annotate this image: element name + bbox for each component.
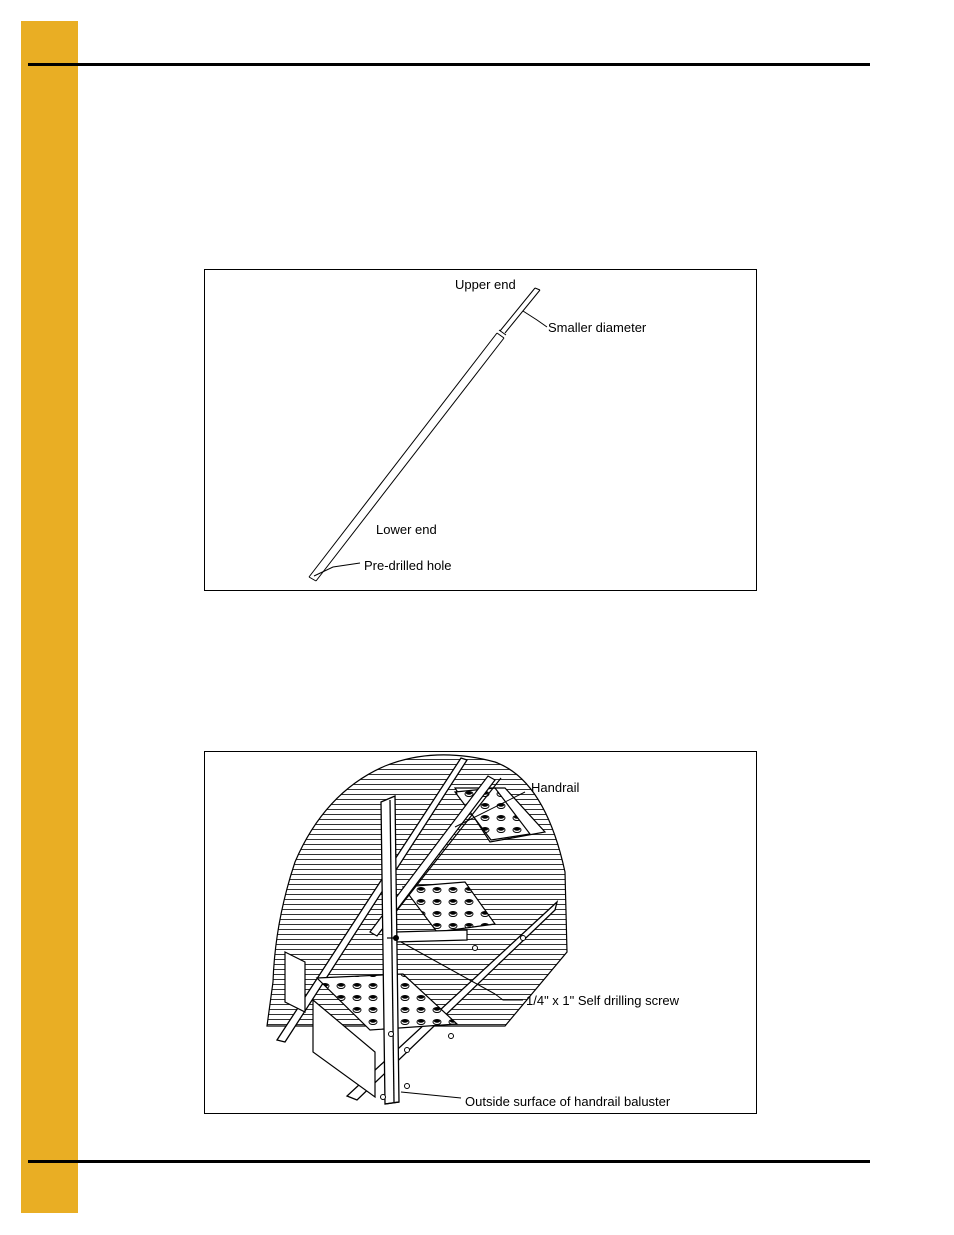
- footer-rule: [28, 1160, 870, 1163]
- side-color-bar: [21, 21, 78, 1213]
- label-upper-end: Upper end: [455, 277, 516, 292]
- label-pre-drilled-hole: Pre-drilled hole: [364, 558, 452, 573]
- label-self-drilling-screw: 1/4" x 1" Self drilling screw: [526, 993, 680, 1008]
- figure-stair-assembly: [204, 751, 757, 1114]
- header-rule: [28, 63, 870, 66]
- label-smaller-diameter: Smaller diameter: [548, 320, 647, 335]
- figure-handrail-pipe: [204, 269, 757, 591]
- label-baluster-surface: Outside surface of handrail baluster: [465, 1094, 671, 1109]
- label-lower-end: Lower end: [376, 522, 437, 537]
- label-handrail: Handrail: [531, 780, 580, 795]
- stair-assembly-drawing: [205, 752, 756, 1113]
- handrail-pipe-drawing: [205, 270, 756, 590]
